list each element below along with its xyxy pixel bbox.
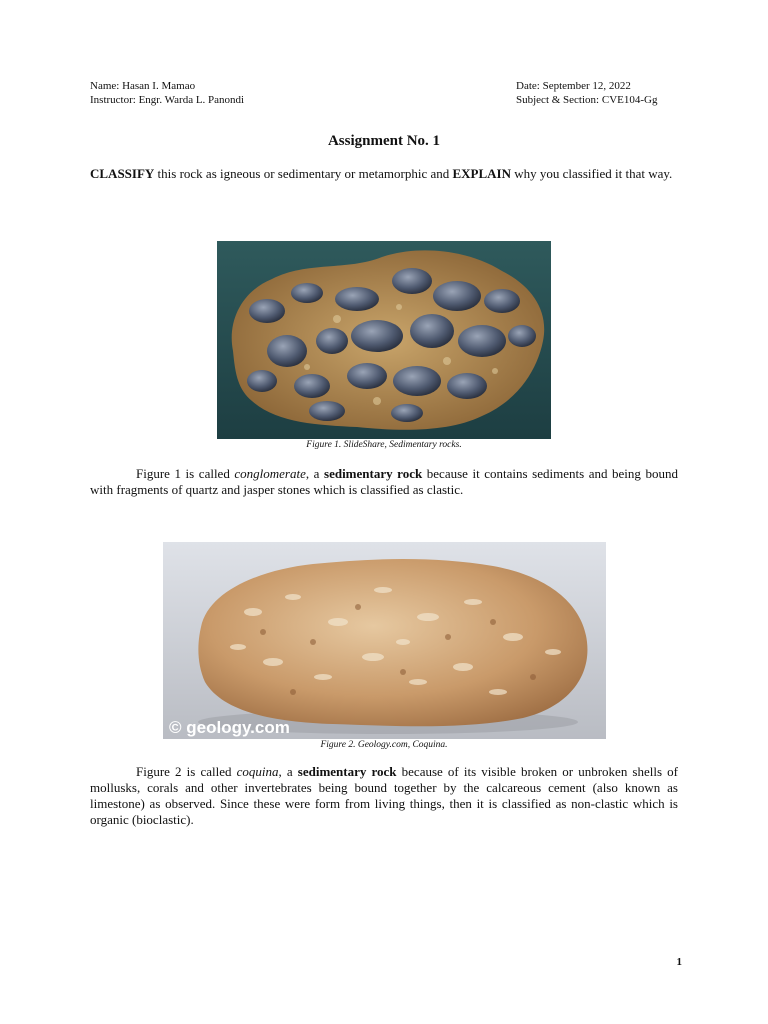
header-left: [90, 79, 244, 107]
page-number: 1: [676, 956, 682, 968]
figure-2-text-b: , a: [278, 764, 298, 779]
figure-1-paragraph: [90, 466, 678, 498]
coquina-rock-image: [163, 542, 606, 739]
conglomerate-term: conglomerate: [234, 466, 306, 481]
figure-2-caption: Figure 2. Geology.com, Coquina.: [320, 740, 448, 750]
figure-1-text-a: Figure 1 is called: [136, 466, 235, 481]
header-right: [516, 79, 657, 107]
classify-keyword: CLASSIFY: [90, 166, 155, 181]
figure-1-caption: Figure 1. SlideShare, Sedimentary rocks.: [306, 440, 462, 450]
date: Date: September 12, 2022: [516, 80, 631, 92]
instructions-paragraph: [90, 166, 678, 182]
coquina-term: coquina: [236, 764, 279, 779]
subject-section: Subject & Section: CVE104-Gg: [516, 94, 658, 106]
explain-keyword: EXPLAIN: [452, 166, 512, 181]
figure-2-text-c: because of its visible broken or unbroken shells of mollusks, corals and other invertebrates being bound together by the calcareous cement (also known as limestone) as observed. Since these were form from living things, then it is classified as non-clastic which is organic (bioclastic).: [90, 764, 678, 827]
figure-2-paragraph: [90, 764, 678, 828]
figure-1-text-b: , a: [305, 466, 325, 481]
geology-watermark: © geology.com: [169, 718, 290, 737]
sedimentary-rock-term-2: sedimentary rock: [297, 764, 397, 779]
instructions-text-1: this rock as igneous or sedimentary or metamorphic and: [154, 166, 453, 181]
instructions-text-2: why you classified it that way.: [511, 166, 673, 181]
figure-1-text-c: because it contains sediments and being bound with fragments of quartz and jasper stones which is classified as clastic.: [90, 466, 678, 497]
conglomerate-rock-image: [217, 241, 551, 439]
figure-2-text-a: Figure 2 is called: [136, 764, 237, 779]
sedimentary-rock-term-1: sedimentary rock: [324, 466, 423, 481]
student-name: Name: Hasan I. Mamao: [90, 80, 196, 92]
instructor-name: Instructor: Engr. Warda L. Panondi: [90, 94, 245, 106]
page-title: Assignment No. 1: [327, 133, 441, 149]
